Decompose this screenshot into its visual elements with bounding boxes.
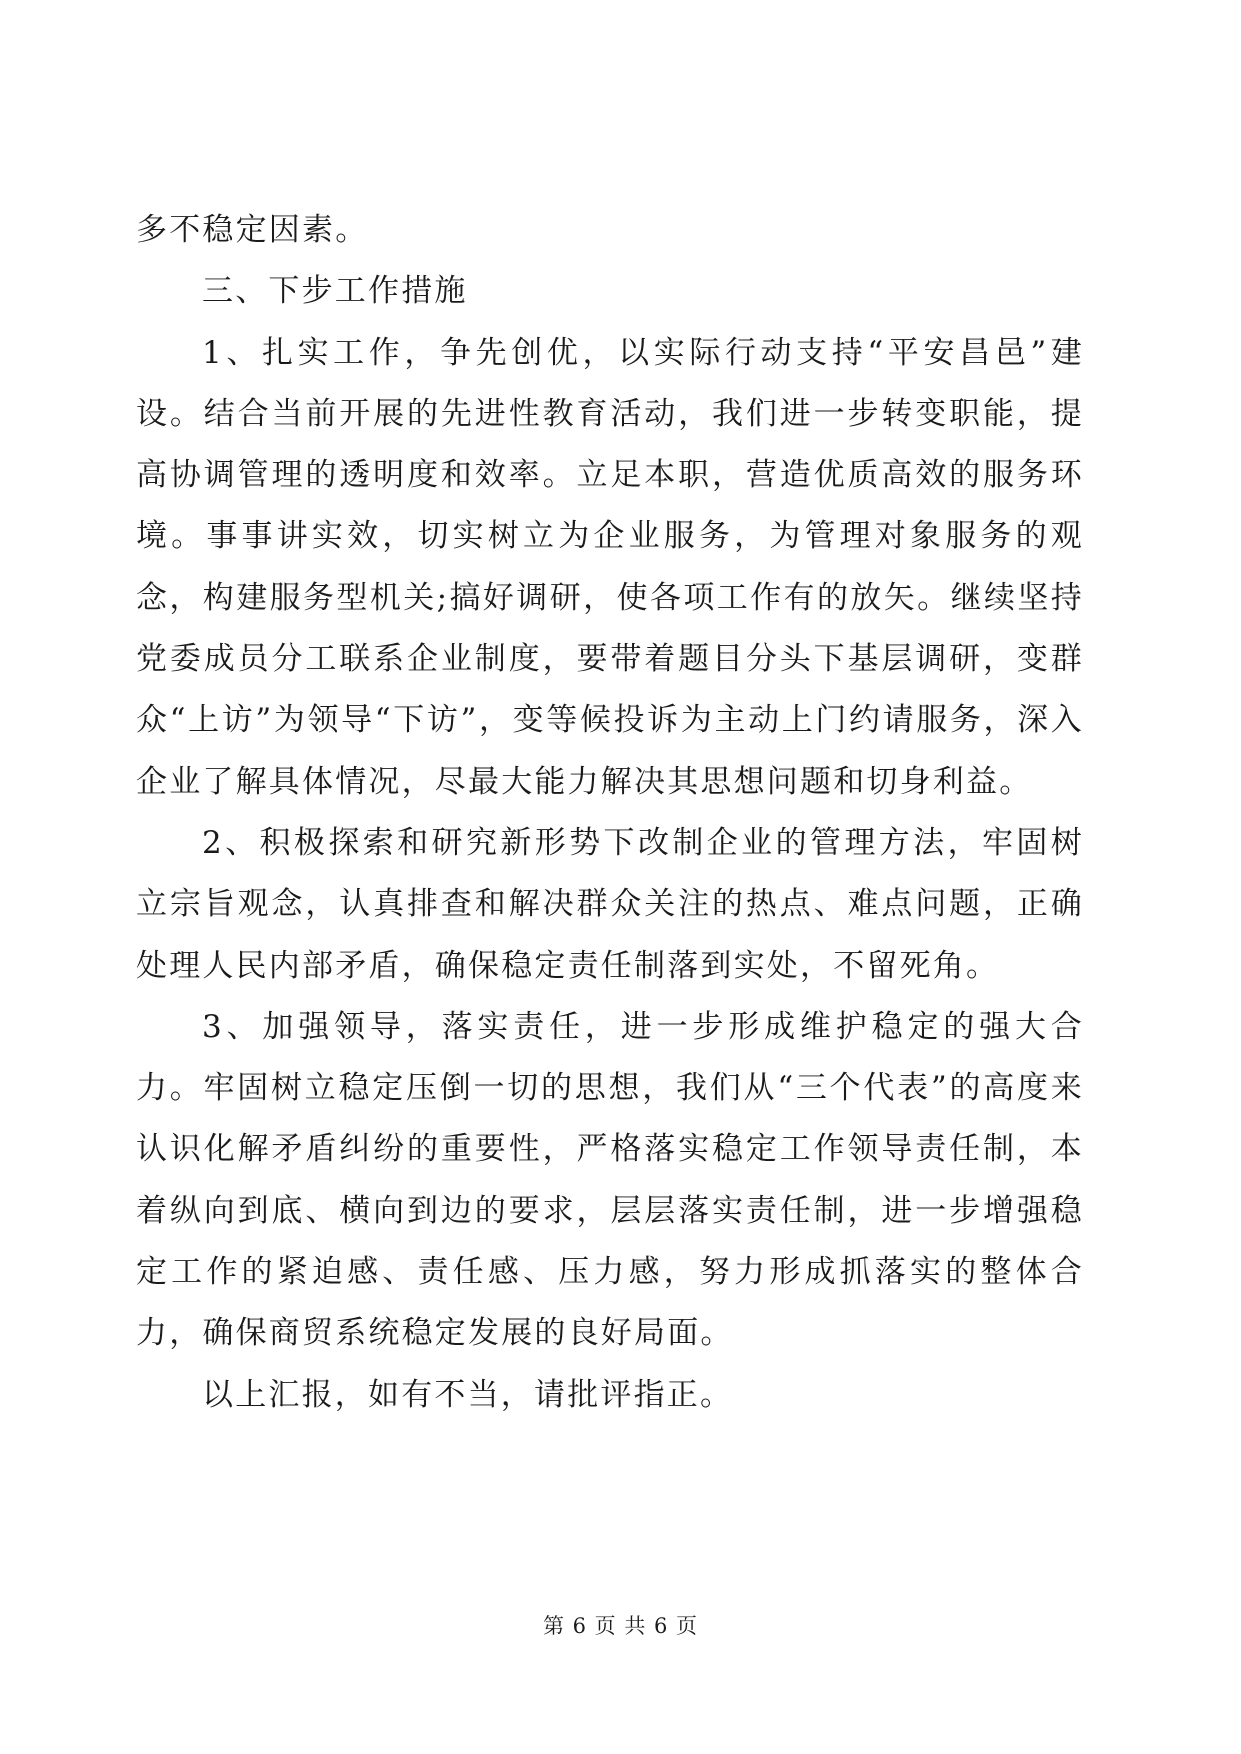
paragraph-closing: 以上汇报，如有不当，请批评指正。: [202, 1376, 734, 1413]
paragraph-measure-2: 2、积极探索和研究新形势下改制企业的管理方法，牢固树立宗旨观念，认真排查和解决群众关注的热点、难点问题，正确处理人民内部矛盾，确保稳定责任制落到实处，不留死角。: [136, 824, 1084, 984]
page-footer: 第 6 页 共 6 页: [542, 1614, 699, 1638]
paragraph-measure-3: 3、加强领导，落实责任，进一步形成维护稳定的强大合力。牢固树立稳定压倒一切的思想，我们从“三个代表”的高度来认识化解矛盾纠纷的重要性，严格落实稳定工作领导责任制，本着纵向到底、横向到边的要求，层层落实责任制，进一步增强稳定工作的紧迫感、责任感、压力感，努力形成抓落实的整体合力，确保商贸系统稳定发展的良好局面。: [136, 1008, 1084, 1352]
paragraph-continuation: 多不稳定因素。: [136, 212, 369, 248]
paragraph-measure-1: 1、扎实工作，争先创优，以实际行动支持“平安昌邑”建设。结合当前开展的先进性教育活动，我们进一步转变职能，提高协调管理的透明度和效率。立足本职，营造优质高效的服务环境。事事讲实效，切实树立为企业服务，为管理对象服务的观念，构建服务型机关;搞好调研，使各项工作有的放矢。继续坚持党委成员分工联系企业制度，要带着题目分头下基层调研，变群众“上访”为领导“下访”，变等候投诉为主动上门约请服务，深入企业了解具体情况，尽最大能力解决其思想问题和切身利益。: [136, 334, 1084, 800]
section-heading: 三、下步工作措施: [202, 273, 468, 310]
document-body: [136, 200, 1084, 1426]
